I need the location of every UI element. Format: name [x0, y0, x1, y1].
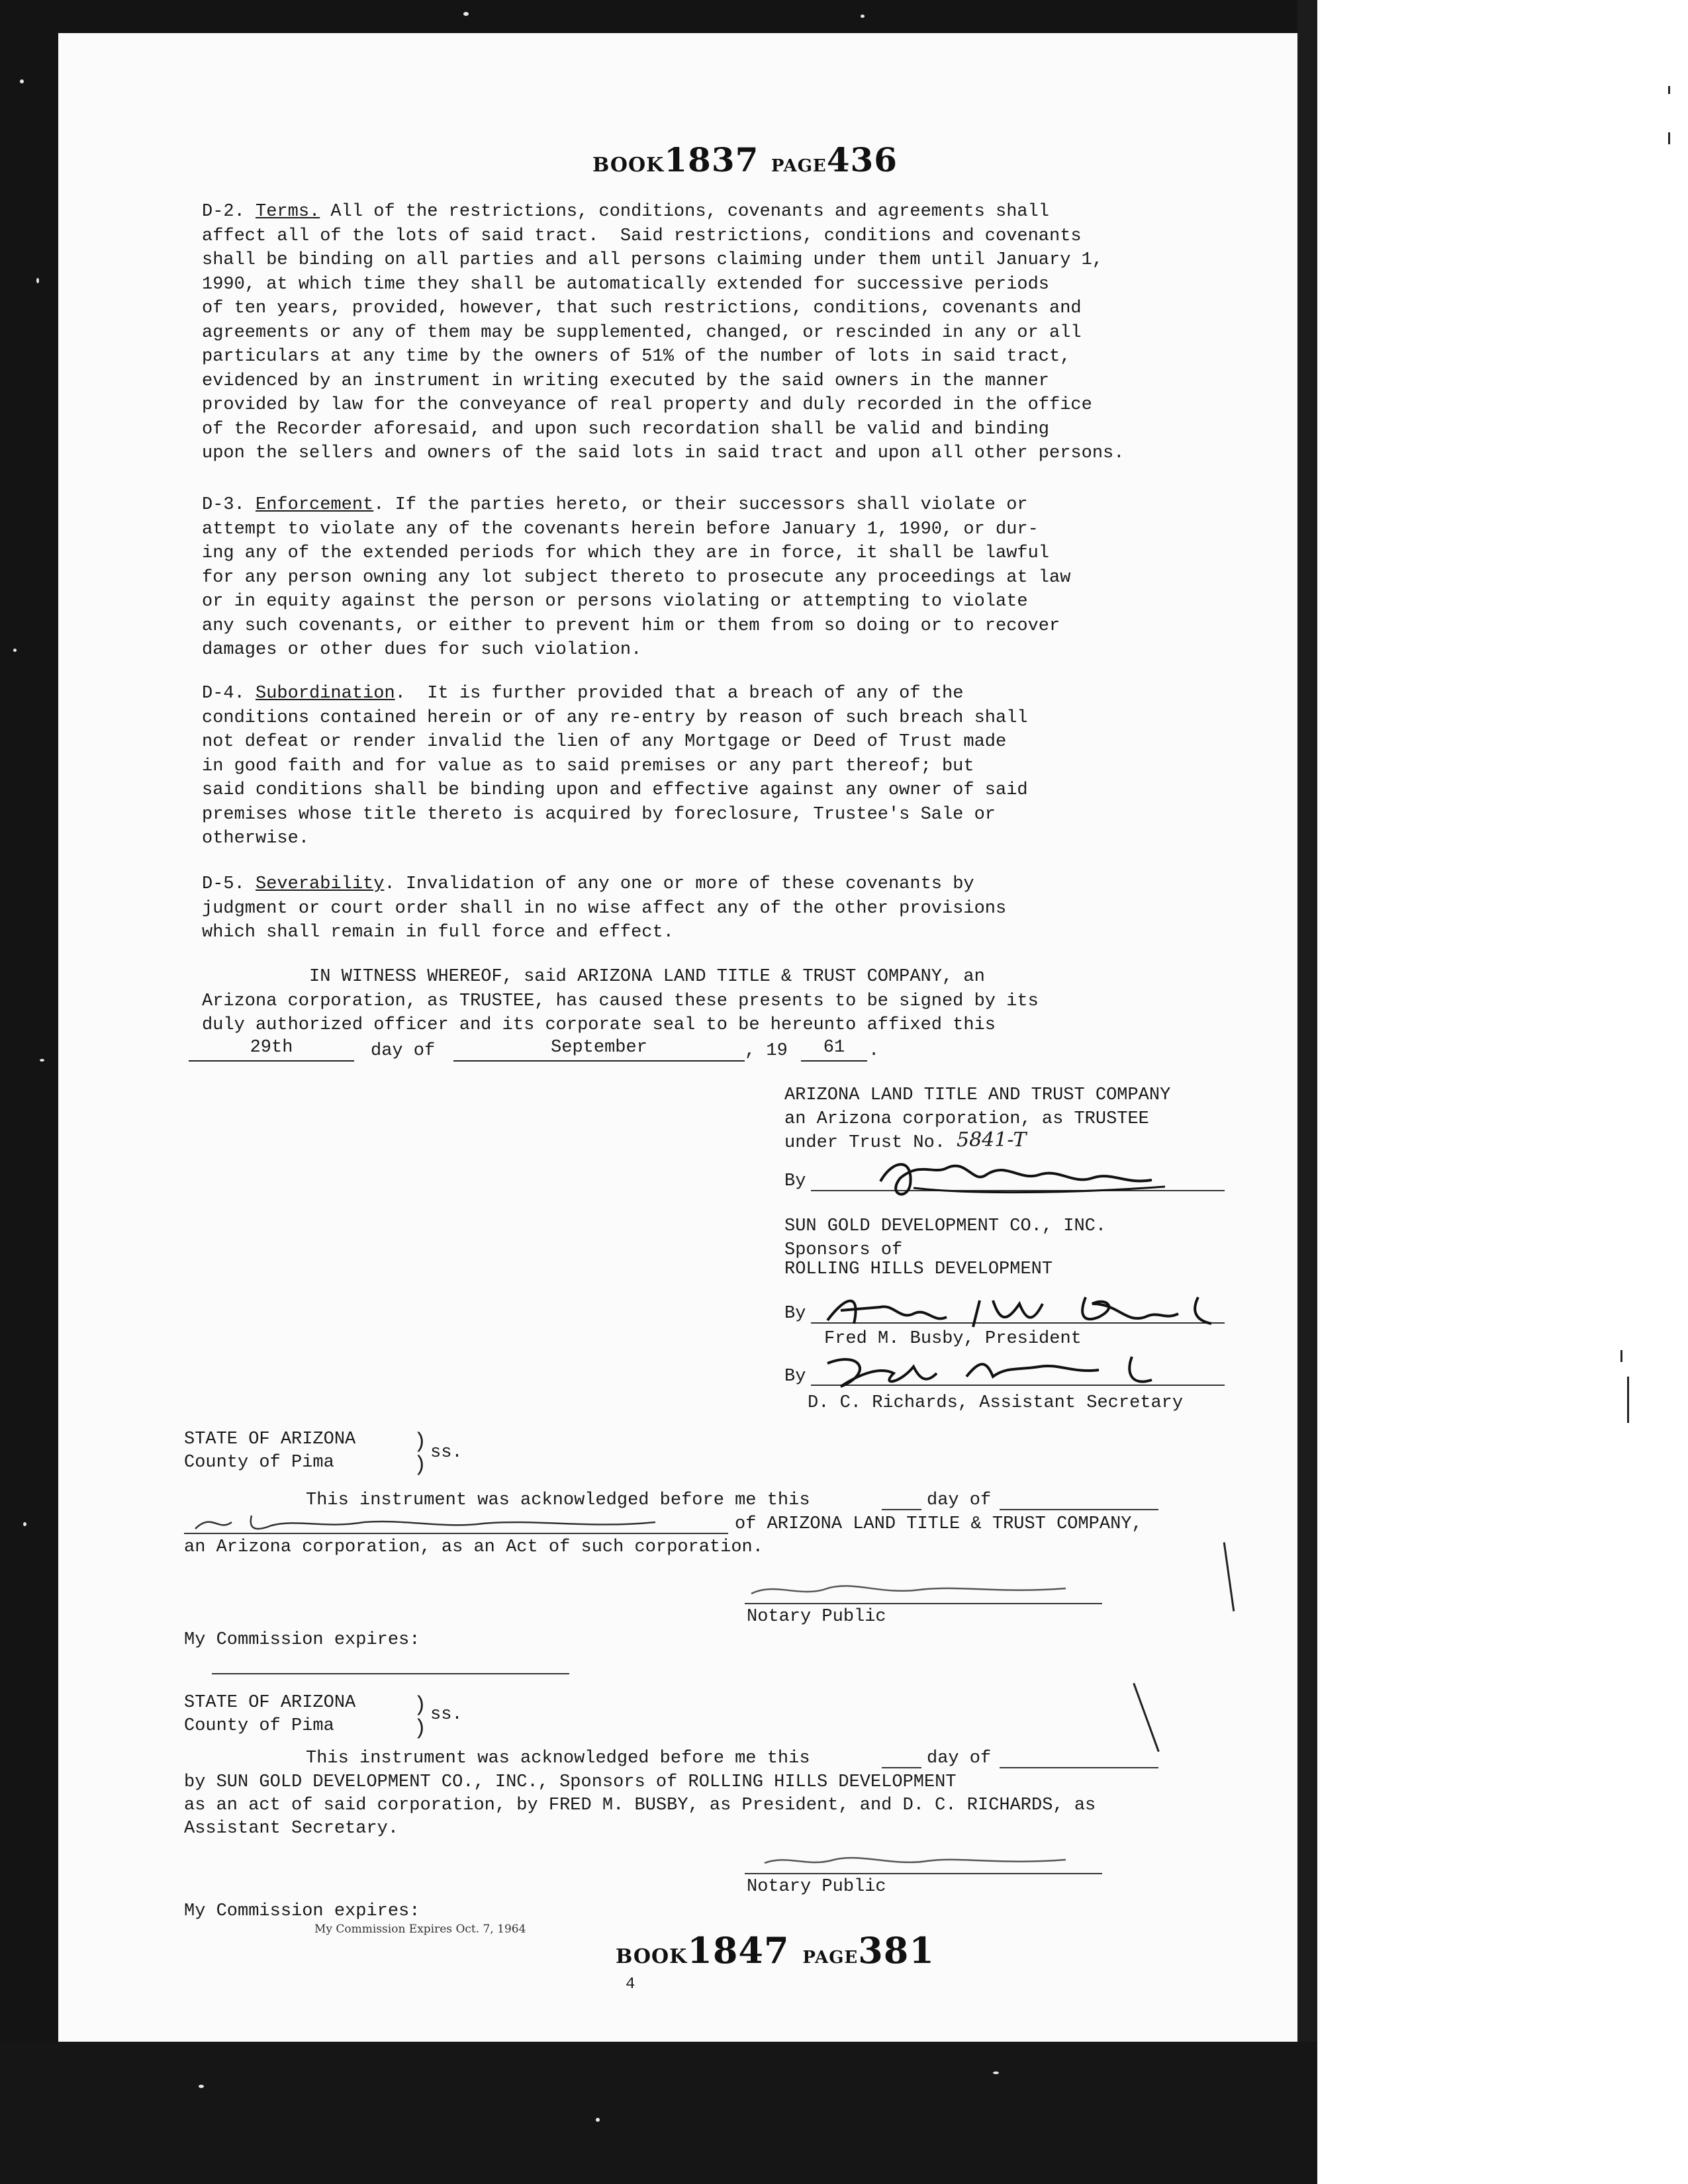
scan-border-right — [1297, 0, 1317, 2184]
date-end: . — [868, 1041, 880, 1061]
scan-speckle — [199, 2085, 204, 2088]
date-day-of: day of — [371, 1041, 436, 1061]
trustee-company: ARIZONA LAND TITLE AND TRUST COMPANY — [784, 1085, 1171, 1105]
trust-number-label: under Trust No. — [784, 1133, 946, 1153]
ack2-line2: by SUN GOLD DEVELOPMENT CO., INC., Sponsors of ROLLING HILLS DEVELOPMENT — [184, 1772, 957, 1792]
trustee-signature — [874, 1155, 1172, 1205]
notary2-signature-line — [745, 1873, 1102, 1874]
ack1-line1: This instrument was acknowledged before me this — [306, 1490, 810, 1510]
ack1-ss: ss. — [430, 1443, 463, 1463]
ack1-handwriting — [192, 1509, 722, 1535]
scan-speckle — [36, 278, 39, 283]
president-name: Fred M. Busby, President — [824, 1329, 1082, 1349]
secretary-name: D. C. Richards, Assistant Secretary — [808, 1393, 1184, 1413]
ack2-brace: ) — [414, 1716, 427, 1741]
margin-mark — [1620, 1350, 1622, 1362]
ack1-commission-field — [212, 1673, 569, 1674]
scan-border-top — [0, 0, 1317, 33]
ack2-line4: Assistant Secretary. — [184, 1819, 399, 1839]
section-heading: Enforcement — [256, 495, 374, 515]
trustee-description: an Arizona corporation, as TRUSTEE — [784, 1109, 1149, 1129]
section-terms: D-2. Terms. All of the restrictions, conditions, covenants and agreements shall affect all of the lots of said tract. Said restrictions, conditions and covenants shall be binding on all parties and all persons claiming under them until January 1, 1990, at which time they shall be automatically extended for successive periods of ten years, provided, however, that such restrictions, conditions, covenants and agreements or any of them may be supplemented, changed, or rescinded in any or all particulars at any time by the owners of 51% of the number of lots in said tract, evidenced by an instrument in writing executed by the said owners in the manner provided by law for the conveyance of real property and duly recorded in the office of the Recorder aforesaid, and upon such recordation shall be valid and binding upon the sellers and owners of the said lots in said tract and upon all other persons. — [202, 202, 1125, 463]
date-month-field: September — [453, 1038, 745, 1062]
ack2-line1-tail: day of — [927, 1749, 992, 1768]
ack1-brace: ) — [414, 1453, 427, 1477]
section-subordination: D-4. Subordination. It is further provided that a breach of any of the conditions contained herein or of any re-entry by reason of such breach shall not defeat or render invalid the lien of any Mortgage or Deed of Trust made in good faith and for value as to said premises or any part thereof; but said conditions shall be binding upon and effective against any owner of said premises whose title thereto is acquired by foreclosure, Trustee's Sale or otherwise. — [202, 684, 1028, 848]
scan-speckle — [13, 649, 17, 652]
ack1-day-field — [882, 1509, 921, 1510]
header-book-number: BOOK1837 PAGE436 — [592, 140, 898, 179]
notary1-signature-line — [745, 1603, 1102, 1604]
section-severability: D-5. Severability. Invalidation of any one or more of these covenants by judgment or court order shall in no wise affect any of the other provisions which shall remain in full force and effect. — [202, 874, 1007, 942]
scan-speckle — [20, 79, 24, 83]
margin-mark — [1668, 86, 1670, 94]
sponsors-label: Sponsors of — [784, 1240, 903, 1260]
ack1-line3: an Arizona corporation, as an Act of such corporation. — [184, 1537, 763, 1557]
date-day-field: 29th — [189, 1038, 354, 1062]
by-label: By — [784, 1367, 806, 1387]
section-heading: Terms. — [256, 202, 320, 222]
developer-name: SUN GOLD DEVELOPMENT CO., INC. — [784, 1216, 1107, 1236]
date-year-field: 61 — [801, 1038, 867, 1062]
ack2-commission: My Commission expires: — [184, 1901, 420, 1921]
scan-speckle — [596, 2118, 600, 2122]
page-number: 4 — [626, 1976, 635, 1993]
notary1-signature — [748, 1575, 1079, 1602]
by-label: By — [784, 1304, 806, 1324]
trust-number: 5841-T — [957, 1128, 1027, 1152]
ack2-state: STATE OF ARIZONA — [184, 1693, 356, 1713]
president-signature — [821, 1287, 1231, 1334]
date-year-prefix: , 19 — [745, 1041, 788, 1061]
witness-clause: IN WITNESS WHEREOF, said ARIZONA LAND TITLE & TRUST COMPANY, an Arizona corporation, as TRUSTEE, has caused these presents to be signed by its duly authorized officer and its corporate seal to be hereunto affixed this — [202, 967, 1039, 1035]
ack2-brace: ) — [414, 1693, 427, 1717]
scan-speckle — [463, 12, 469, 16]
footer-book-number: BOOK1847 PAGE381 — [616, 1929, 935, 1972]
scan-speckle — [861, 15, 865, 18]
ack1-month-field — [1000, 1509, 1158, 1510]
notary1-label: Notary Public — [747, 1607, 886, 1627]
notary2-signature — [761, 1846, 1079, 1873]
ack2-month-field — [1000, 1767, 1158, 1768]
scan-speckle — [40, 1059, 44, 1062]
ack2-line1: This instrument was acknowledged before me this — [306, 1749, 810, 1768]
commission-stamp: My Commission Expires Oct. 7, 1964 — [314, 1923, 526, 1936]
section-enforcement: D-3. Enforcement. If the parties hereto, or their successors shall violate or attempt to violate any of the covenants herein before January 1, 1990, or dur- ing any of the extended periods for which they are in force, it shall be lawful for any person owning any lot subject thereto to prosecute any proceedings at law or in equity against the person or persons violating or attempting to violate any such covenants, or either to prevent him or them from so doing or to recover damages or other dues for such violation. — [202, 495, 1071, 660]
by-label: By — [784, 1171, 806, 1191]
ack1-brace: ) — [414, 1430, 427, 1454]
ack1-county: County of Pima — [184, 1453, 334, 1473]
margin-mark — [1668, 132, 1670, 144]
margin-mark — [1627, 1377, 1629, 1423]
ack1-state: STATE OF ARIZONA — [184, 1430, 356, 1449]
scan-speckle — [993, 2071, 999, 2074]
scan-speckle — [23, 1522, 26, 1526]
scan-border-bottom — [0, 2042, 1317, 2184]
ack1-commission: My Commission expires: — [184, 1630, 420, 1650]
ack2-ss: ss. — [430, 1705, 463, 1725]
ack2-county: County of Pima — [184, 1716, 334, 1736]
notary2-label: Notary Public — [747, 1877, 886, 1897]
development-name: ROLLING HILLS DEVELOPMENT — [784, 1259, 1053, 1279]
ack2-line3: as an act of said corporation, by FRED M. BUSBY, as President, and D. C. RICHARDS, as — [184, 1796, 1096, 1815]
secretary-signature — [821, 1347, 1218, 1393]
section-heading: Severability — [256, 874, 385, 894]
ack1-line2: of ARIZONA LAND TITLE & TRUST COMPANY, — [735, 1514, 1143, 1534]
ack2-day-field — [882, 1767, 921, 1768]
section-heading: Subordination — [256, 684, 395, 704]
scan-border-left — [0, 0, 58, 2184]
ack1-line1-tail: day of — [927, 1490, 992, 1510]
